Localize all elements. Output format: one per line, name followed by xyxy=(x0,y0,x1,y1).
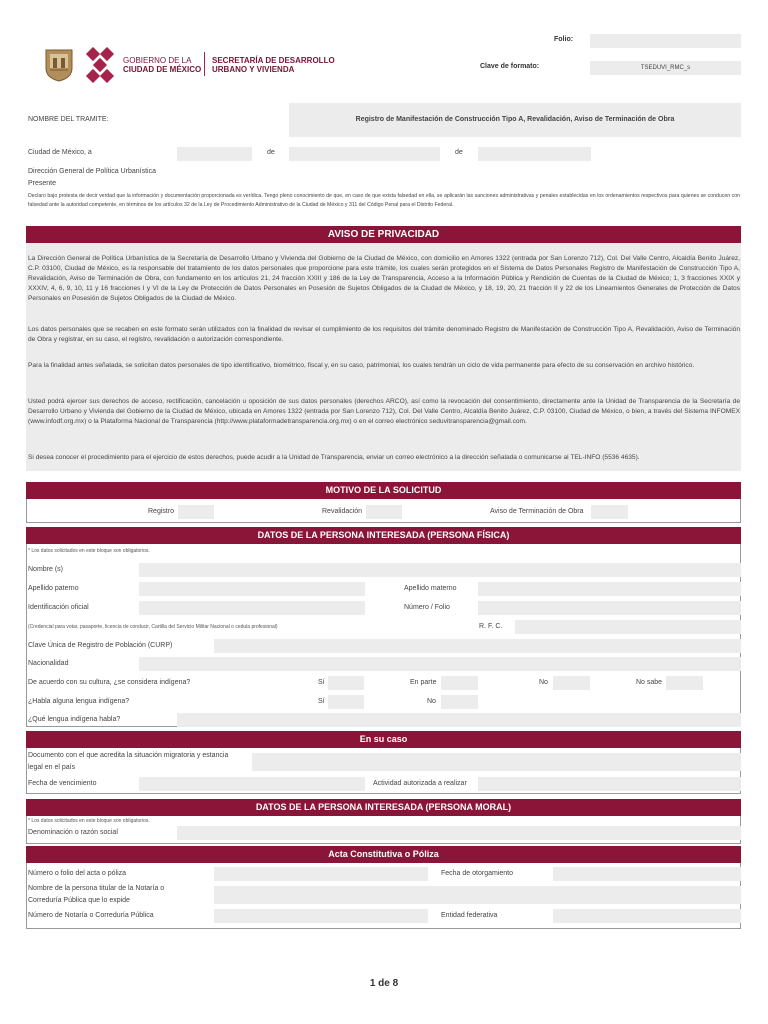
indigena-en-parte-label: En parte xyxy=(410,679,437,686)
registro-label: Registro xyxy=(148,508,175,515)
indigena-si-checkbox[interactable] xyxy=(328,676,364,690)
rfc-label: R. F. C. xyxy=(479,623,503,630)
ap-materno-field[interactable] xyxy=(478,582,741,596)
addressee-line1: Dirección General de Política Urbanística xyxy=(28,168,157,175)
indigena-question: De acuerdo con su cultura, ¿se considera indígena? xyxy=(28,679,191,686)
privacy-title: AVISO DE PRIVACIDAD xyxy=(26,226,741,243)
indigena-no-sabe-checkbox[interactable] xyxy=(666,676,703,690)
denominacion-label: Denominación o razón social xyxy=(28,829,118,836)
de-label-2: de xyxy=(455,149,463,156)
titular-label-line1: Nombre de la persona titular de la Notaría o xyxy=(28,885,165,892)
motivo-title: MOTIVO DE LA SOLICITUD xyxy=(26,482,741,499)
tramite-field: Registro de Manifestación de Construcción Tipo A, Revalidación, Aviso de Terminación de Obra xyxy=(289,103,741,137)
documento-label-line2: legal en el país xyxy=(28,764,76,771)
day-field[interactable] xyxy=(177,147,252,161)
nacionalidad-label: Nacionalidad xyxy=(28,660,69,667)
privacy-p2: Los datos personales que se recaben en este formato serán utilizados con la finalidad de revisar el cumplimiento de los requisitos del trámite denominado Registro de Manifestación de Construcción Tipo A, Revalidación, Aviso de Terminación de Obra y registrar, en su caso, el registro, revalidación o autorización correspondiente. xyxy=(28,326,740,343)
fisica-note: * Los datos solicitados en este bloque son obligatorios. xyxy=(28,548,150,554)
gov-name-line2: CIUDAD DE MÉXICO xyxy=(123,65,202,74)
fecha-otorg-field[interactable] xyxy=(553,867,741,881)
que-lengua-label: ¿Qué lengua indígena habla? xyxy=(28,716,121,723)
curp-label: Clave Única de Registro de Población (CURP) xyxy=(28,642,173,649)
ap-paterno-label: Apellido paterno xyxy=(28,585,79,592)
rfc-field[interactable] xyxy=(515,620,741,634)
aviso-label: Aviso de Terminación de Obra xyxy=(490,508,584,515)
entidad-label: Entidad federativa xyxy=(441,912,498,919)
cdmx-shield-logo xyxy=(44,48,74,82)
moral-title: DATOS DE LA PERSONA INTERESADA (PERSONA MORAL) xyxy=(26,799,741,816)
credencial-note: (Credencial para votar, pasaporte, licencia de conducir, Cartilla del Servicio Militar Nacional o cedula profesional) xyxy=(28,624,278,630)
numero-notaria-field[interactable] xyxy=(214,909,428,923)
privacy-p5: Si desea conocer el procedimiento para el ejercicio de estos derechos, puede acudir a la Unidad de Transparencia, enviar un correo electrónico a la dirección señalada o comunicarse al TEL-INFO (5536 4635). xyxy=(28,454,640,461)
sec-name-line2: URBANO Y VIVIENDA xyxy=(212,65,295,74)
gov-name-line1: GOBIERNO DE LA xyxy=(123,56,192,65)
tramite-label: NOMBRE DEL TRAMITE: xyxy=(28,116,109,123)
folio-field[interactable] xyxy=(590,34,741,48)
nombre-label: Nombre (s) xyxy=(28,566,64,573)
month-field[interactable] xyxy=(289,147,440,161)
habla-si-checkbox[interactable] xyxy=(328,695,364,709)
fecha-venc-label: Fecha de vencimiento xyxy=(28,780,97,787)
ap-materno-label: Apellido materno xyxy=(404,585,457,592)
logo-divider xyxy=(204,52,205,76)
habla-question: ¿Habla alguna lengua indígena? xyxy=(28,698,130,705)
clave-field: TSEDUVI_RMC_s xyxy=(590,61,741,75)
identificacion-field[interactable] xyxy=(139,601,365,615)
titular-field[interactable] xyxy=(214,886,741,904)
protesta-text: Declaro bajo protesta de decir verdad que la información y documentación proporcionada es verídica. Tengo pleno conocimiento de que, en caso de que exista falsedad en ella, se aplicarán las sanciones administrativas y penales establecidas en los ordenamientos respectivos para quienes se conducen con falsedad ante la autoridad competente, en términos de los artículos 32 de la Ley de Procedimiento Administrativo de la Ciudad de México y 311 del Código Penal para el Distrito Federal. xyxy=(28,193,740,208)
numero-notaria-label: Número de Notaría o Correduría Pública xyxy=(28,912,154,919)
numero-acta-field[interactable] xyxy=(214,867,428,881)
habla-no-label: No xyxy=(427,698,436,705)
fisica-title: DATOS DE LA PERSONA INTERESADA (PERSONA FÍSICA) xyxy=(26,527,741,544)
aviso-checkbox[interactable] xyxy=(591,505,628,519)
titular-label-line2: Correduría Pública que lo expide xyxy=(28,897,130,904)
nacionalidad-field[interactable] xyxy=(139,657,741,671)
ap-paterno-field[interactable] xyxy=(139,582,365,596)
folio-label: Folio: xyxy=(554,36,574,43)
cdmx-knot-logo xyxy=(82,47,118,83)
indigena-no-checkbox[interactable] xyxy=(553,676,590,690)
actividad-label: Actividad autorizada a realizar xyxy=(373,780,467,787)
city-date-label: Ciudad de México, a xyxy=(28,149,92,156)
page-number: 1 de 8 xyxy=(369,978,399,989)
curp-field[interactable] xyxy=(214,639,741,653)
de-label-1: de xyxy=(267,149,275,156)
indigena-no-label: No xyxy=(539,679,548,686)
en-su-caso-title: En su caso xyxy=(26,731,741,748)
registro-checkbox[interactable] xyxy=(178,505,214,519)
privacy-p1: La Dirección General de Política Urbanística de la Secretaría de Desarrollo Urbano y Vivienda del Gobierno de la Ciudad de México, con domicilio en Amores 1322 (entrada por San Lorenzo 712), Col. Del Valle Centro, Alcaldía Benito Juárez, C.P. 03100, Ciudad de México, es la responsable del tratamiento de los datos personales que proporcione para este trámite, los cuales serán protegidos en el Sistema de Datos Personales Registro de Manifestación de Construcción Tipo A, Revalidación, Aviso de Terminación de Obra, con fundamento en los artículos 21, 24 fracción XXIII y 186 de la Ley de Transparencia, Acceso a la Información Pública y Rendición de Cuentas de la Ciudad de México; 1, 3 fracciones XXIX y XXXIV, 4, 6, 9, 10, 11 y 16 fracciones I y VI de la Ley de Protección de Datos Personales en Posesión de Sujetos Obligados de la Ciudad de México, y 18, 19, 20, 21 fracción II y 22 de los Lineamientos Generales de Protección de Datos Personales en Posesión de Sujetos Obligados de la Ciudad de México. xyxy=(28,255,740,302)
identificacion-label: Identificación oficial xyxy=(28,604,89,611)
clave-label: Clave de formato: xyxy=(480,63,540,70)
privacy-p4: Usted podrá ejercer sus derechos de acceso, rectificación, cancelación u oposición de sus datos personales (derechos ARCO), así como la revocación del consentimiento, directamente ante la Unidad de Transparencia de la Secretaría de Desarrollo Urbano y Vivienda del Gobierno de la Ciudad de México, ubicada en Amores 1322 (entrada por San Lorenzo 712), Col. Del Valle Centro, Alcaldía Benito Juárez, C.P. 03100, Ciudad de México, o bien, a través del Sistema INFOMEX (www.infodf.org.mx) o la Plataforma Nacional de Transparencia (http://www.plataformadetransparencia.org.mx) o en el correo electrónico seduvitransparencia@gmail.com. xyxy=(28,398,740,425)
numero-folio-label: Número / Folio xyxy=(404,604,450,611)
fecha-otorg-label: Fecha de otorgamiento xyxy=(441,870,513,877)
numero-folio-field[interactable] xyxy=(478,601,741,615)
documento-label-line1: Documento con el que acredita la situación migratoria y estancia xyxy=(28,752,229,759)
moral-note: * Los datos solicitados en este bloque son obligatorios. xyxy=(28,818,150,824)
que-lengua-field[interactable] xyxy=(177,713,741,727)
actividad-field[interactable] xyxy=(478,777,741,791)
documento-field[interactable] xyxy=(252,753,741,771)
sec-name-line1: SECRETARÍA DE DESARROLLO xyxy=(212,56,335,65)
habla-si-label: Sí xyxy=(318,698,325,705)
nombre-field[interactable] xyxy=(139,563,741,577)
numero-acta-label: Número o folio del acta o póliza xyxy=(28,870,127,877)
year-field[interactable] xyxy=(478,147,591,161)
revalidacion-checkbox[interactable] xyxy=(366,505,402,519)
indigena-si-label: Sí xyxy=(318,679,325,686)
addressee-line2: Presente xyxy=(28,180,57,187)
fecha-venc-field[interactable] xyxy=(139,777,365,791)
indigena-en-parte-checkbox[interactable] xyxy=(441,676,478,690)
denominacion-field[interactable] xyxy=(177,826,741,840)
revalidacion-label: Revalidación xyxy=(322,508,363,515)
habla-no-checkbox[interactable] xyxy=(441,695,478,709)
indigena-no-sabe-label: No sabe xyxy=(636,679,663,686)
acta-title: Acta Constitutiva o Póliza xyxy=(26,846,741,863)
privacy-p3: Para la finalidad antes señalada, se solicitan datos personales de tipo identificativo, biométrico, fiscal y, en su caso, patrimonial, los cuales tendrán un ciclo de vida permanente para efecto de su conservación en archivo histórico. xyxy=(28,362,695,369)
entidad-field[interactable] xyxy=(553,909,741,923)
